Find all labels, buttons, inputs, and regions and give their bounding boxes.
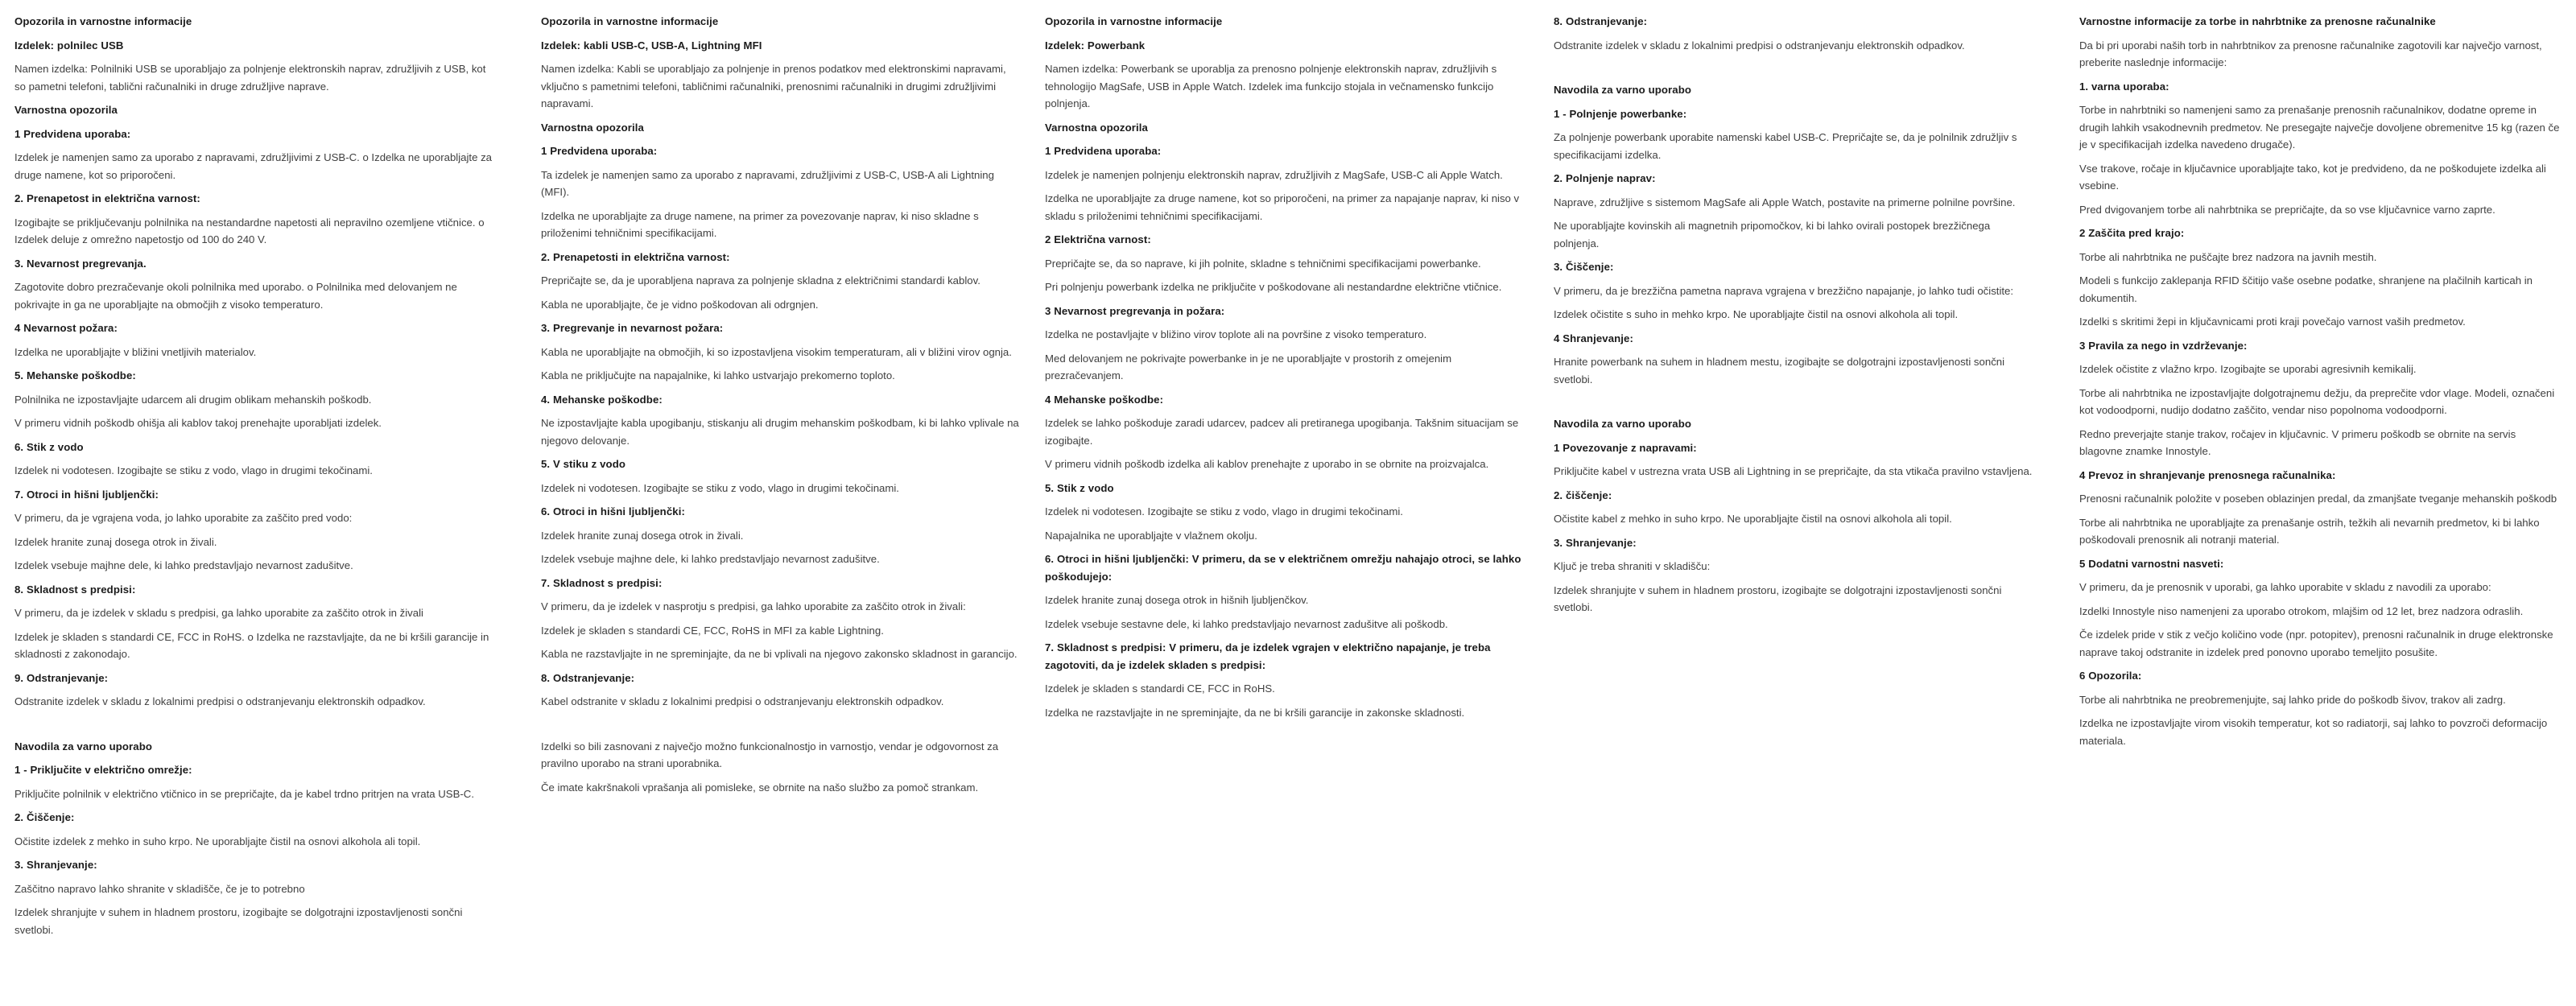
section-heading: 5. Mehanske poškodbe: bbox=[14, 369, 136, 381]
paragraph: Izdelek ni vodotesen. Izogibajte se stiku z vodo, vlago in drugimi tekočinami. bbox=[1045, 505, 1403, 517]
section-heading: 2. čiščenje: bbox=[1554, 489, 1612, 501]
section-heading: Navodila za varno uporabo bbox=[1554, 84, 1692, 96]
section-heading: 5. V stiku z vodo bbox=[541, 458, 626, 470]
section-heading: 7. Skladnost s predpisi: bbox=[541, 576, 663, 589]
section-heading: 1 Predvidena uporaba: bbox=[14, 127, 131, 140]
section-heading: 3 Pravila za nego in vzdrževanje: bbox=[2079, 339, 2248, 352]
paragraph: V primeru vidnih poškodb izdelka ali kablov prenehajte z uporabo in se obrnite na proizvajalca. bbox=[1045, 458, 1489, 470]
paragraph: Kabla ne uporabljajte, če je vidno poškodovan ali odrgnjen. bbox=[541, 298, 819, 311]
section-heading: 4 Nevarnost požara: bbox=[14, 322, 118, 334]
paragraph: Če izdelek pride v stik z večjo količino vode (npr. potopitev), prenosni računalnik in druge elektronske naprave takoj odstranite in izdelek pred ponovno uporabo temeljito posušite. bbox=[2079, 629, 2553, 658]
text-column-3 bbox=[1045, 13, 1526, 728]
paragraph: Namen izdelka: Powerbank se uporablja za prenosno polnjenje elektronskih naprav, združljivih s tehnologijo MagSafe, USB in Apple Watch. Izdelek ima funkcijo stojala in večnamensko funkcijo polnjenja. bbox=[1045, 63, 1497, 109]
paragraph: Naprave, združljive s sistemom MagSafe ali Apple Watch, postavite na primerne polnilne površine. bbox=[1554, 196, 2016, 208]
section-heading: Varnostne informacije za torbe in nahrbtnike za prenosne računalnike bbox=[2079, 15, 2436, 27]
paragraph: Polnilnika ne izpostavljajte udarcem ali drugim oblikam mehanskih poškodb. bbox=[14, 393, 372, 406]
paragraph: Izdelka ne izpostavljajte virom visokih temperatur, kot so radiatorji, saj lahko to povzroči deformacijo materiala. bbox=[2079, 717, 2548, 747]
section-heading: 1 Povezovanje z napravami: bbox=[1554, 441, 1697, 454]
section-heading: 3. Čiščenje: bbox=[1554, 261, 1614, 273]
paragraph: Med delovanjem ne pokrivajte powerbanke in je ne uporabljajte v prostorih z omejenim prezračevanjem. bbox=[1045, 352, 1452, 381]
section-heading: 8. Odstranjevanje: bbox=[1554, 15, 1648, 27]
paragraph: Prenosni računalnik položite v poseben oblazinjen predal, da zmanjšate tveganje mehanskih poškodb bbox=[2079, 493, 2557, 505]
paragraph: Izdelek shranjujte v suhem in hladnem prostoru, izogibajte se dolgotrajni izpostavljenosti sončni svetlobi. bbox=[1554, 583, 2002, 613]
paragraph: Izdelek hranite zunaj dosega otrok in hišnih ljubljenčkov. bbox=[1045, 594, 1309, 606]
paragraph: Izdelka ne uporabljajte v bližini vnetljivih materialov. bbox=[14, 345, 257, 358]
paragraph: Izdelek očistite s suho in mehko krpo. Ne uporabljajte čistil na osnovi alkohola ali topil. bbox=[1554, 308, 1959, 320]
paragraph: Izdelek hranite zunaj dosega otrok in živali. bbox=[541, 529, 744, 542]
section-heading: 2 Zaščita pred krajo: bbox=[2079, 227, 2185, 239]
paragraph: Izdelek ni vodotesen. Izogibajte se stiku z vodo, vlago in drugimi tekočinami. bbox=[14, 464, 373, 476]
paragraph: Izdelek je namenjen samo za uporabo z napravami, združljivimi z USB-C. o Izdelka ne uporabljajte za druge namene, kot so priporočeni. bbox=[14, 151, 492, 181]
paragraph: Torbe ali nahrbtnika ne puščajte brez nadzora na javnih mestih. bbox=[2079, 250, 2377, 263]
paragraph: Očistite kabel z mehko in suho krpo. Ne uporabljajte čistil na osnovi alkohola ali topil. bbox=[1554, 513, 1952, 525]
section-heading: 1 Predvidena uporaba: bbox=[1045, 145, 1162, 157]
paragraph: Izdelek ni vodotesen. Izogibajte se stiku z vodo, vlago in drugimi tekočinami. bbox=[541, 481, 899, 494]
paragraph: Izdelka ne postavljajte v bližino virov toplote ali na površine z visoko temperaturo. bbox=[1045, 328, 1427, 340]
section-heading: 6 Opozorila: bbox=[2079, 670, 2142, 682]
paragraph: Izdelek očistite z vlažno krpo. Izogibajte se uporabi agresivnih kemikalij. bbox=[2079, 363, 2417, 375]
paragraph: Odstranite izdelek v skladu z lokalnimi predpisi o odstranjevanju elektronskih odpadkov. bbox=[14, 695, 426, 707]
section-heading: 7. Skladnost s predpisi: V primeru, da je izdelek vgrajen v električno napajanje, je treba zagotoviti, da je izdelek skladen s predpisi: bbox=[1045, 641, 1491, 671]
paragraph: Izdelek se lahko poškoduje zaradi udarcev, padcev ali pretiranega upogibanja. Takšnim situacijam se izogibajte. bbox=[1045, 417, 1519, 447]
section-heading: 3 Nevarnost pregrevanja in požara: bbox=[1045, 304, 1225, 317]
paragraph: Ne uporabljajte kovinskih ali magnetnih pripomočkov, ki bi lahko ovirali postopek brezžičnega polnjenja. bbox=[1554, 220, 1991, 249]
paragraph: Kabel odstranite v skladu z lokalnimi predpisi o odstranjevanju elektronskih odpadkov. bbox=[541, 695, 944, 707]
paragraph: Odstranite izdelek v skladu z lokalnimi predpisi o odstranjevanju elektronskih odpadkov. bbox=[1554, 39, 1965, 52]
section-heading: 3. Shranjevanje: bbox=[14, 859, 97, 871]
paragraph: Ne izpostavljajte kabla upogibanju, stiskanju ali drugim mehanskim poškodbam, ki bi lahko vplivale na njegovo delovanje. bbox=[541, 417, 1019, 447]
paragraph: Torbe ali nahrbtnika ne izpostavljajte dolgotrajnemu dežju, da preprečite vdor vlage. Modeli, označeni kot vodoodporni, nudijo dodatno zaščito, vendar niso popolnoma vodoodporni. bbox=[2079, 386, 2555, 416]
section-heading: 3. Pregrevanje in nevarnost požara: bbox=[541, 322, 724, 334]
section-heading: Opozorila in varnostne informacije bbox=[1045, 15, 1223, 27]
section-heading: Izdelek: Powerbank bbox=[1045, 39, 1146, 52]
section-heading: 8. Skladnost s predpisi: bbox=[14, 583, 136, 596]
paragraph: Izdelek je skladen s standardi CE, FCC in RoHS. o Izdelka ne razstavljajte, da ne bi kršili garancije in skladnosti z zakonodajo. bbox=[14, 630, 489, 660]
section-heading: Navodila za varno uporabo bbox=[1554, 418, 1692, 430]
section-heading: 5. Stik z vodo bbox=[1045, 481, 1114, 494]
text-column-4 bbox=[1554, 13, 2035, 623]
spacer bbox=[14, 717, 496, 738]
paragraph: Izdelek je skladen s standardi CE, FCC, RoHS in MFI za kable Lightning. bbox=[541, 624, 884, 637]
paragraph: Priključite polnilnik v električno vtičnico in se prepričajte, da je kabel trdno pritrjen na vrata USB-C. bbox=[14, 787, 474, 800]
section-heading: Varnostna opozorila bbox=[14, 104, 118, 116]
paragraph: Izdelka ne razstavljajte in ne spreminjajte, da ne bi kršili garancije in zakonske skladnosti. bbox=[1045, 706, 1465, 719]
section-heading: 5 Dodatni varnostni nasveti: bbox=[2079, 557, 2224, 570]
paragraph: Izdelek shranjujte v suhem in hladnem prostoru, izogibajte se dolgotrajni izpostavljenosti sončni svetlobi. bbox=[14, 906, 463, 936]
section-heading: 4 Shranjevanje: bbox=[1554, 332, 1633, 344]
paragraph: Očistite izdelek z mehko in suho krpo. Ne uporabljajte čistil na osnovi alkohola ali topil. bbox=[14, 835, 421, 847]
paragraph: Vse trakove, ročaje in ključavnice uporabljajte tako, kot je predvideno, da ne poškodujete izdelka ali vsebine. bbox=[2079, 162, 2546, 192]
paragraph: Napajalnika ne uporabljajte v vlažnem okolju. bbox=[1045, 529, 1257, 542]
section-heading: Varnostna opozorila bbox=[541, 121, 644, 134]
paragraph: Če imate kakršnakoli vprašanja ali pomisleke, se obrnite na našo službo za pomoč strankam. bbox=[541, 781, 979, 794]
text-column-1 bbox=[14, 13, 496, 945]
paragraph: Izdelek vsebuje majhne dele, ki lahko predstavljajo nevarnost zadušitve. bbox=[541, 553, 880, 565]
section-heading: Izdelek: kabli USB-C, USB-A, Lightning MFI bbox=[541, 39, 762, 52]
paragraph: Namen izdelka: Polnilniki USB se uporabljajo za polnjenje elektronskih naprav, združljivih z USB, kot so pametni telefoni, tablični računalniki in druge združljive naprave. bbox=[14, 63, 486, 93]
section-heading: 1 - Priključite v električno omrežje: bbox=[14, 764, 192, 776]
paragraph: Izogibajte se priključevanju polnilnika na nestandardne napetosti ali nepravilno ozemljene vtičnice. o Izdelek deluje z omrežno napetostjo od 100 do 240 V. bbox=[14, 216, 485, 245]
paragraph: Izdelka ne uporabljajte za druge namene, na primer za povezovanje naprav, ki niso skladne s priloženimi tehničnimi specifikacijami. bbox=[541, 209, 979, 239]
paragraph: Torbe ali nahrbtnika ne uporabljajte za prenašanje ostrih, težkih ali nevarnih predmetov, ki bi lahko poškodovali prenosnik ali notranji material. bbox=[2079, 516, 2540, 546]
section-heading: Izdelek: polnilec USB bbox=[14, 39, 124, 52]
paragraph: Prepričajte se, da so naprave, ki jih polnite, skladne s tehničnimi specifikacijami powerbanke. bbox=[1045, 257, 1481, 270]
paragraph: Torbe in nahrbtniki so namenjeni samo za prenašanje prenosnih računalnikov, dodatne opreme in drugih lahkih vsakodnevnih predmetov. Ne presegajte največje dovoljene obremenitve 15 kg (razen če je v specifikacijah izdelka navedeno drugače). bbox=[2079, 104, 2560, 150]
section-heading: 6. Stik z vodo bbox=[14, 440, 84, 453]
text-column-5 bbox=[2079, 13, 2561, 756]
paragraph: Zagotovite dobro prezračevanje okoli polnilnika med uporabo. o Polnilnika med delovanjem ne pokrivajte in ga ne uporabljajte na območjih z visoko temperaturo. bbox=[14, 281, 457, 311]
section-heading: 1. varna uporaba: bbox=[2079, 80, 2169, 93]
paragraph: Kabla ne priključujte na napajalnike, ki lahko ustvarjajo prekomerno toploto. bbox=[541, 369, 895, 381]
section-heading: 7. Otroci in hišni ljubljenčki: bbox=[14, 488, 159, 501]
spacer bbox=[1554, 60, 2035, 81]
section-heading: 9. Odstranjevanje: bbox=[14, 671, 109, 684]
section-heading: 4. Mehanske poškodbe: bbox=[541, 393, 663, 406]
section-heading: 4 Prevoz in shranjevanje prenosnega računalnika: bbox=[2079, 468, 2336, 481]
paragraph: Modeli s funkcijo zaklepanja RFID ščitijo vaše osebne podatke, shranjene na plačilnih karticah in dokumentih. bbox=[2079, 274, 2533, 304]
paragraph: Ključ je treba shraniti v skladišču: bbox=[1554, 560, 1711, 572]
paragraph: Priključite kabel v ustrezna vrata USB ali Lightning in se prepričajte, da sta vtikača pravilno vstavljena. bbox=[1554, 465, 2033, 477]
section-heading: Opozorila in varnostne informacije bbox=[14, 15, 192, 27]
paragraph: Kabla ne uporabljajte na območjih, ki so izpostavljena visokim temperaturam, ali v bližini virov ognja. bbox=[541, 345, 1012, 358]
paragraph: V primeru, da je izdelek v nasprotju s predpisi, ga lahko uporabite za zaščito otrok in živali: bbox=[541, 600, 966, 612]
paragraph: Za polnjenje powerbank uporabite namenski kabel USB-C. Prepričajte se, da je polnilnik združljiv s specifikacijami izdelka. bbox=[1554, 131, 2017, 161]
section-heading: 2 Električna varnost: bbox=[1045, 233, 1151, 245]
paragraph: Izdelki so bili zasnovani z največjo možno funkcionalnostjo in varnostjo, vendar je odgovornost za pravilno uporabo na strani uporabnika. bbox=[541, 740, 999, 769]
spacer bbox=[541, 717, 1022, 738]
paragraph: V primeru, da je prenosnik v uporabi, ga lahko uporabite v skladu z navodili za uporabo: bbox=[2079, 581, 2491, 593]
section-heading: 8. Odstranjevanje: bbox=[541, 671, 635, 684]
section-heading: 2. Prenapetosti in električna varnost: bbox=[541, 250, 730, 263]
paragraph: Pri polnjenju powerbank izdelka ne priključite v poškodovane ali nestandardne električne vtičnice. bbox=[1045, 281, 1502, 293]
paragraph: Izdelki Innostyle niso namenjeni za uporabo otrokom, mlajšim od 12 let, brez nadzora odraslih. bbox=[2079, 604, 2524, 617]
section-heading: 3. Nevarnost pregrevanja. bbox=[14, 257, 147, 270]
paragraph: Izdelka ne uporabljajte za druge namene, kot so priporočeni, na primer za napajanje naprav, ki niso v skladu s priloženimi tehničnimi specifikacijami. bbox=[1045, 192, 1520, 222]
paragraph: Izdelek je namenjen polnjenju elektronskih naprav, združljivih z MagSafe, USB-C ali Apple Watch. bbox=[1045, 168, 1503, 181]
paragraph: Prepričajte se, da je uporabljena naprava za polnjenje skladna z električnimi standardi kablov. bbox=[541, 274, 980, 287]
paragraph: Ta izdelek je namenjen samo za uporabo z napravami, združljivimi z USB-C, USB-A ali Lightning (MFI). bbox=[541, 168, 994, 198]
section-heading: 4 Mehanske poškodbe: bbox=[1045, 393, 1164, 406]
text-column-2 bbox=[541, 13, 1022, 802]
paragraph: Hranite powerbank na suhem in hladnem mestu, izogibajte se dolgotrajni izpostavljenosti sončni svetlobi. bbox=[1554, 356, 2005, 385]
paragraph: Pred dvigovanjem torbe ali nahrbtnika se prepričajte, da so vse ključavnice varno zaprte. bbox=[2079, 203, 2496, 216]
section-heading: 1 - Polnjenje powerbanke: bbox=[1554, 107, 1687, 120]
paragraph: Izdelki s skritimi žepi in ključavnicami proti kraji povečajo varnost vaših predmetov. bbox=[2079, 315, 2466, 328]
paragraph: V primeru vidnih poškodb ohišja ali kablov takoj prenehajte uporabljati izdelek. bbox=[14, 417, 382, 429]
section-heading: Navodila za varno uporabo bbox=[14, 740, 153, 752]
spacer bbox=[1554, 394, 2035, 415]
section-heading: 6. Otroci in hišni ljubljenčki: bbox=[541, 505, 685, 517]
section-heading: 2. Prenapetost in električna varnost: bbox=[14, 192, 200, 204]
paragraph: Torbe ali nahrbtnika ne preobremenjujte, saj lahko pride do poškodb šivov, trakov ali zadrg. bbox=[2079, 693, 2506, 706]
paragraph: Izdelek je skladen s standardi CE, FCC in RoHS. bbox=[1045, 682, 1275, 695]
paragraph: V primeru, da je izdelek v skladu s predpisi, ga lahko uporabite za zaščito otrok in živali bbox=[14, 607, 423, 619]
paragraph: V primeru, da je vgrajena voda, jo lahko uporabite za zaščito pred vodo: bbox=[14, 512, 353, 524]
section-heading: 1 Predvidena uporaba: bbox=[541, 145, 658, 157]
paragraph: Kabla ne razstavljajte in ne spreminjajte, da ne bi vplivali na njegovo zakonsko skladnost in garancijo. bbox=[541, 648, 1018, 660]
section-heading: 2. Čiščenje: bbox=[14, 811, 75, 823]
paragraph: Da bi pri uporabi naših torb in nahrbtnikov za prenosne računalnike zagotovili kar največjo varnost, preberite naslednje informacije: bbox=[2079, 39, 2542, 68]
paragraph: V primeru, da je brezžična pametna naprava vgrajena v brezžično napajanje, jo lahko tudi očistite: bbox=[1554, 284, 2014, 297]
paragraph: Redno preverjajte stanje trakov, ročajev in ključavnic. V primeru poškodb se obrnite na servis blagovne znamke Innostyle. bbox=[2079, 427, 2516, 457]
paragraph: Zaščitno napravo lahko shranite v skladišče, če je to potrebno bbox=[14, 882, 305, 895]
section-heading: 6. Otroci in hišni ljubljenčki: V primeru, da se v električnem omrežju nahajajo otroci, se lahko poškodujejo: bbox=[1045, 553, 1521, 583]
paragraph: Izdelek vsebuje sestavne dele, ki lahko predstavljajo nevarnost zadušitve ali poškodb. bbox=[1045, 617, 1448, 630]
section-heading: 3. Shranjevanje: bbox=[1554, 536, 1637, 549]
section-heading: 2. Polnjenje naprav: bbox=[1554, 172, 1656, 184]
paragraph: Izdelek hranite zunaj dosega otrok in živali. bbox=[14, 535, 217, 548]
section-heading: Opozorila in varnostne informacije bbox=[541, 15, 719, 27]
paragraph: Namen izdelka: Kabli se uporabljajo za polnjenje in prenos podatkov med elektronskimi napravami, vključno s pametnimi telefoni, tabličnimi računalniki, prenosnimi računalniki in drugimi združljivimi napravami. bbox=[541, 63, 1006, 109]
section-heading: Varnostna opozorila bbox=[1045, 121, 1148, 134]
paragraph: Izdelek vsebuje majhne dele, ki lahko predstavljajo nevarnost zadušitve. bbox=[14, 559, 353, 571]
